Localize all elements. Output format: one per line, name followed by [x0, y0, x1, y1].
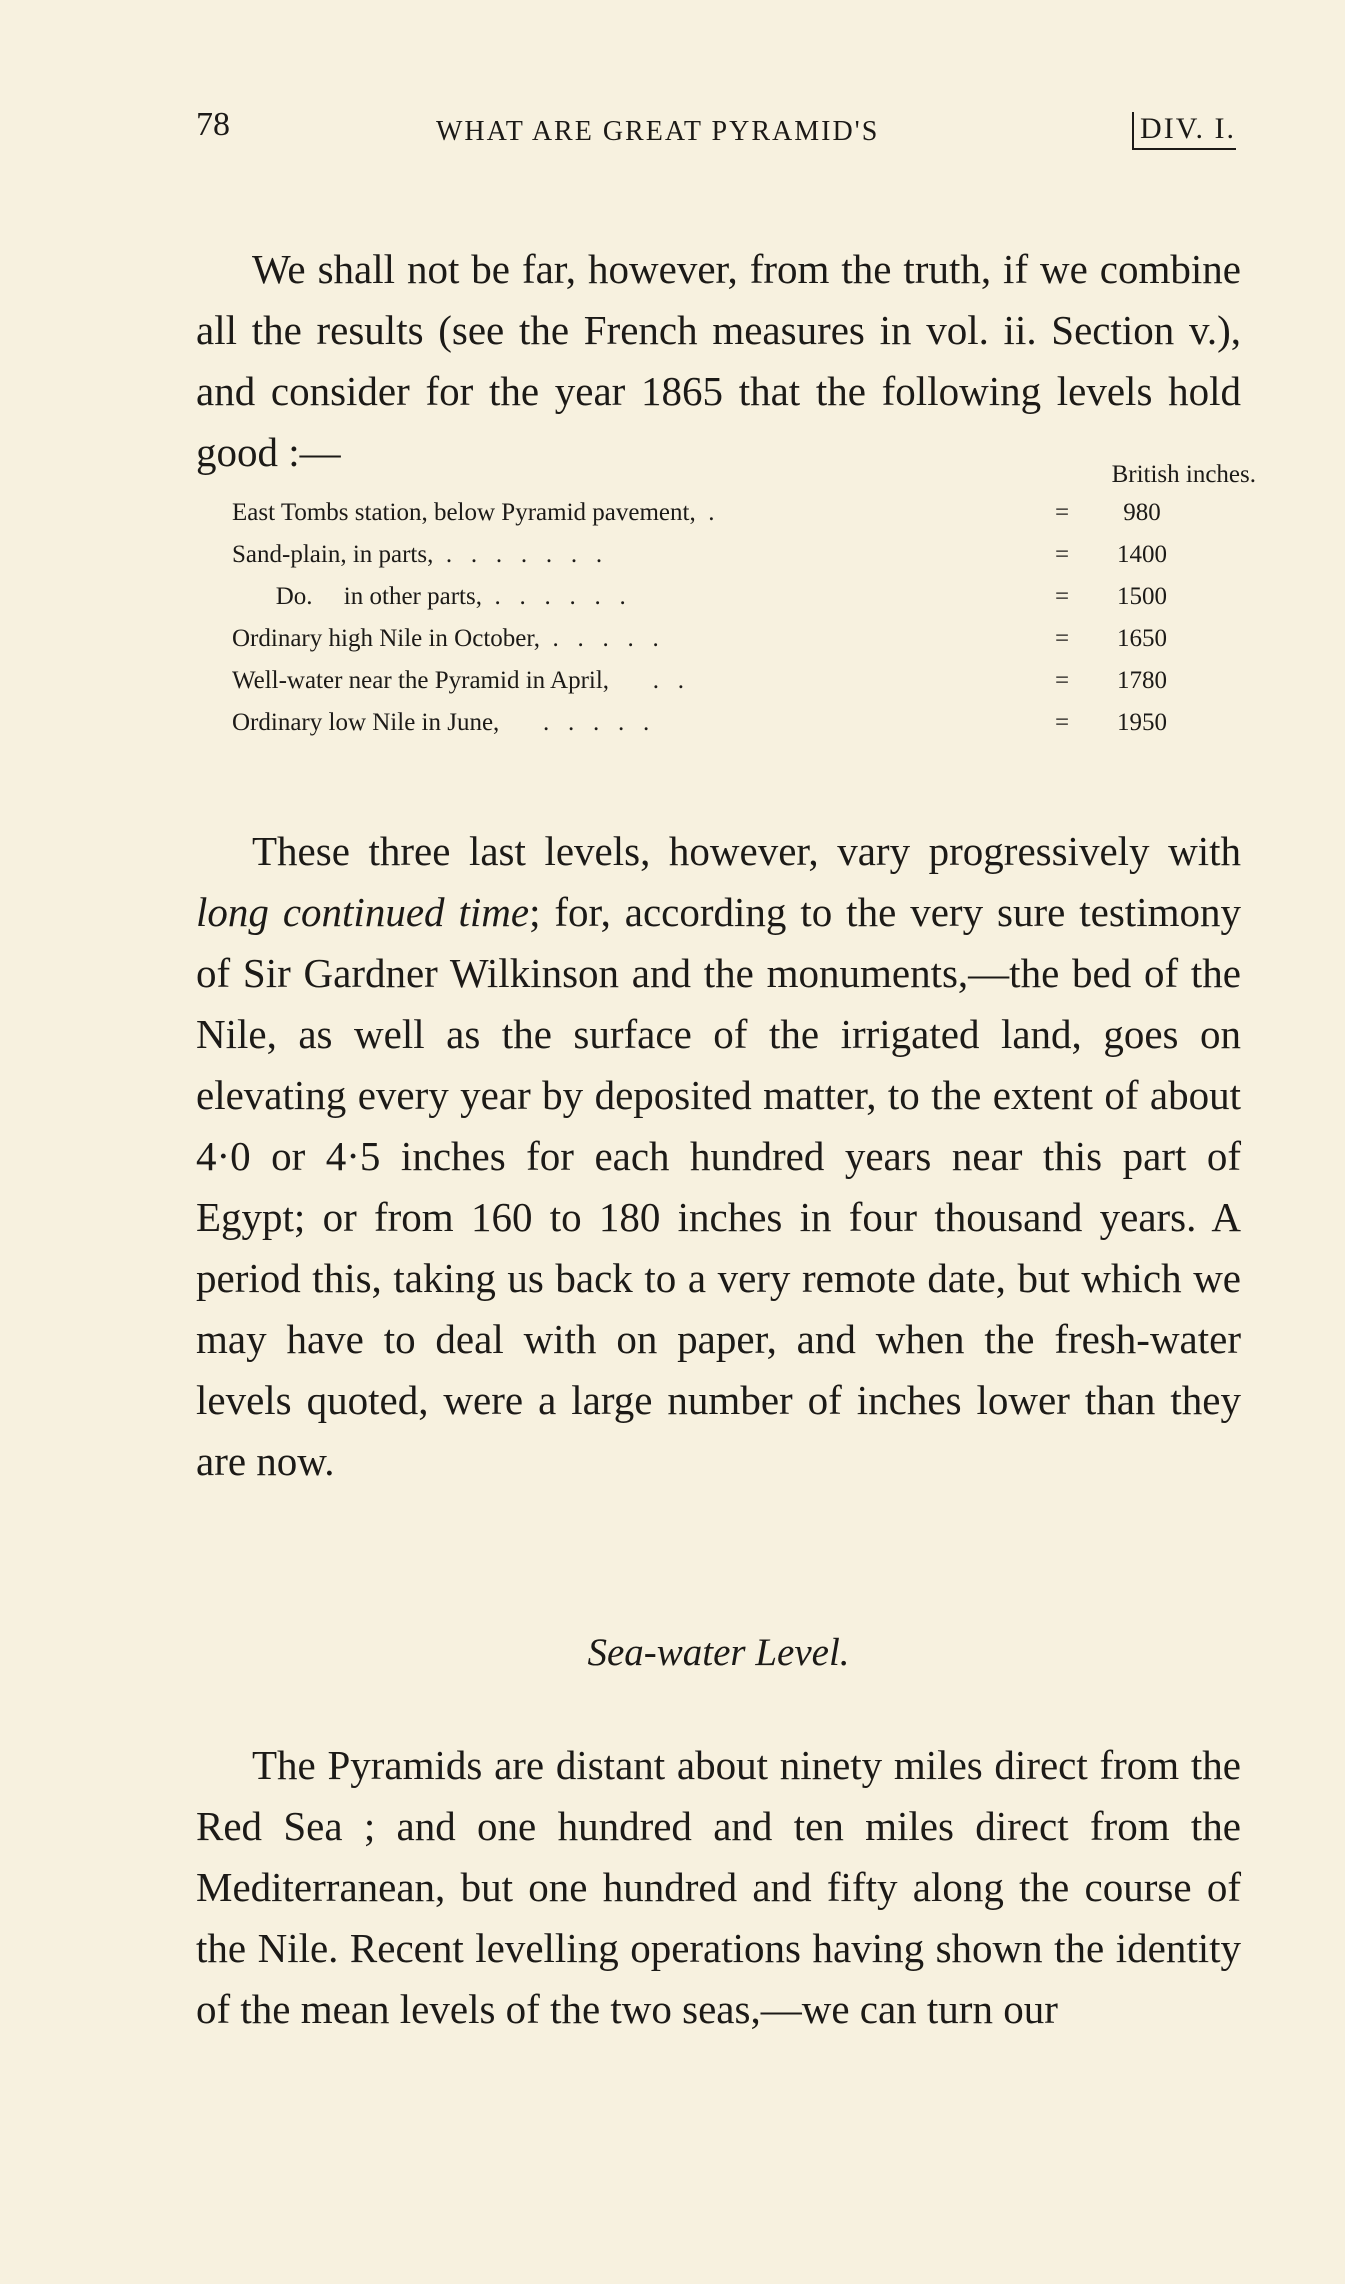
table-row [232, 618, 1256, 660]
equals-sign: = [1054, 499, 1070, 526]
table-row [232, 702, 1256, 744]
equals-sign: = [1054, 583, 1070, 610]
paragraph-1: We shall not be far, however, from the truth, if we combine all the results (see the French measures in vol. ii. Section v.), and consider for the year 1865 that the following levels hold good :— [196, 246, 1241, 475]
page-number: 78 [196, 106, 230, 143]
equals-sign: = [1054, 667, 1070, 694]
row-value: 1950 [1117, 709, 1167, 736]
table-row [232, 576, 1256, 618]
table-row [232, 660, 1256, 702]
paragraph-2-start: These three last levels, however, vary progressively with [252, 828, 1241, 874]
paragraph-3: The Pyramids are distant about ninety miles direct from the Red Sea ; and one hundred and ten miles direct from the Mediterranean, but one hundred and fifty along the course of the Nile. Recent levelling operations having shown the identity of the mean levels of the two seas,—we can turn our [196, 1742, 1241, 2032]
division-label: DIV. I. [1132, 112, 1236, 150]
row-value: 980 [1123, 499, 1161, 526]
row-label: East Tombs station, below Pyramid pavement, . [232, 499, 715, 526]
italic-phrase: long continued time [196, 889, 530, 935]
row-label: Sand-plain, in parts, . . . . . . . [232, 541, 603, 568]
row-value: 1500 [1117, 583, 1167, 610]
row-value: 1780 [1117, 667, 1167, 694]
equals-sign: = [1054, 625, 1070, 652]
division-mark [1132, 112, 1236, 150]
row-label: Do. in other parts, . . . . . . [232, 583, 626, 610]
paragraph-2 [196, 821, 1241, 1492]
levels-table [232, 458, 1256, 744]
equals-sign: = [1054, 541, 1070, 568]
row-value: 1650 [1117, 625, 1167, 652]
row-label: Ordinary low Nile in June, . . . . . [232, 709, 650, 736]
running-head: WHAT ARE GREAT PYRAMID'S [436, 116, 880, 147]
equals-sign: = [1054, 709, 1070, 736]
row-label: Ordinary high Nile in October, . . . . . [232, 625, 659, 652]
row-value: 1400 [1117, 541, 1167, 568]
row-label: Well-water near the Pyramid in April, . . [232, 667, 685, 694]
page-header [196, 106, 1236, 156]
paragraph-2-rest: ; for, according to the very sure testimony of Sir Gardner Wilkinson and the monuments,—the bed of the Nile, as well as the surface of the irrigated land, goes on elevating every year by deposited matter, to the extent of about 4·0 or 4·5 inches for each hundred years near this part of Egypt; or from 160 to 180 inches in four thousand years. A period this, taking us back to a very remote date, but which we may have to deal with on paper, and when the fresh-water levels quoted, were a large number of inches lower than they are now. [196, 889, 1241, 1484]
unit-header: British inches. [1111, 461, 1256, 488]
section-heading: Sea-water Level. [587, 1631, 850, 1674]
table-row [232, 492, 1256, 534]
table-row [232, 534, 1256, 576]
